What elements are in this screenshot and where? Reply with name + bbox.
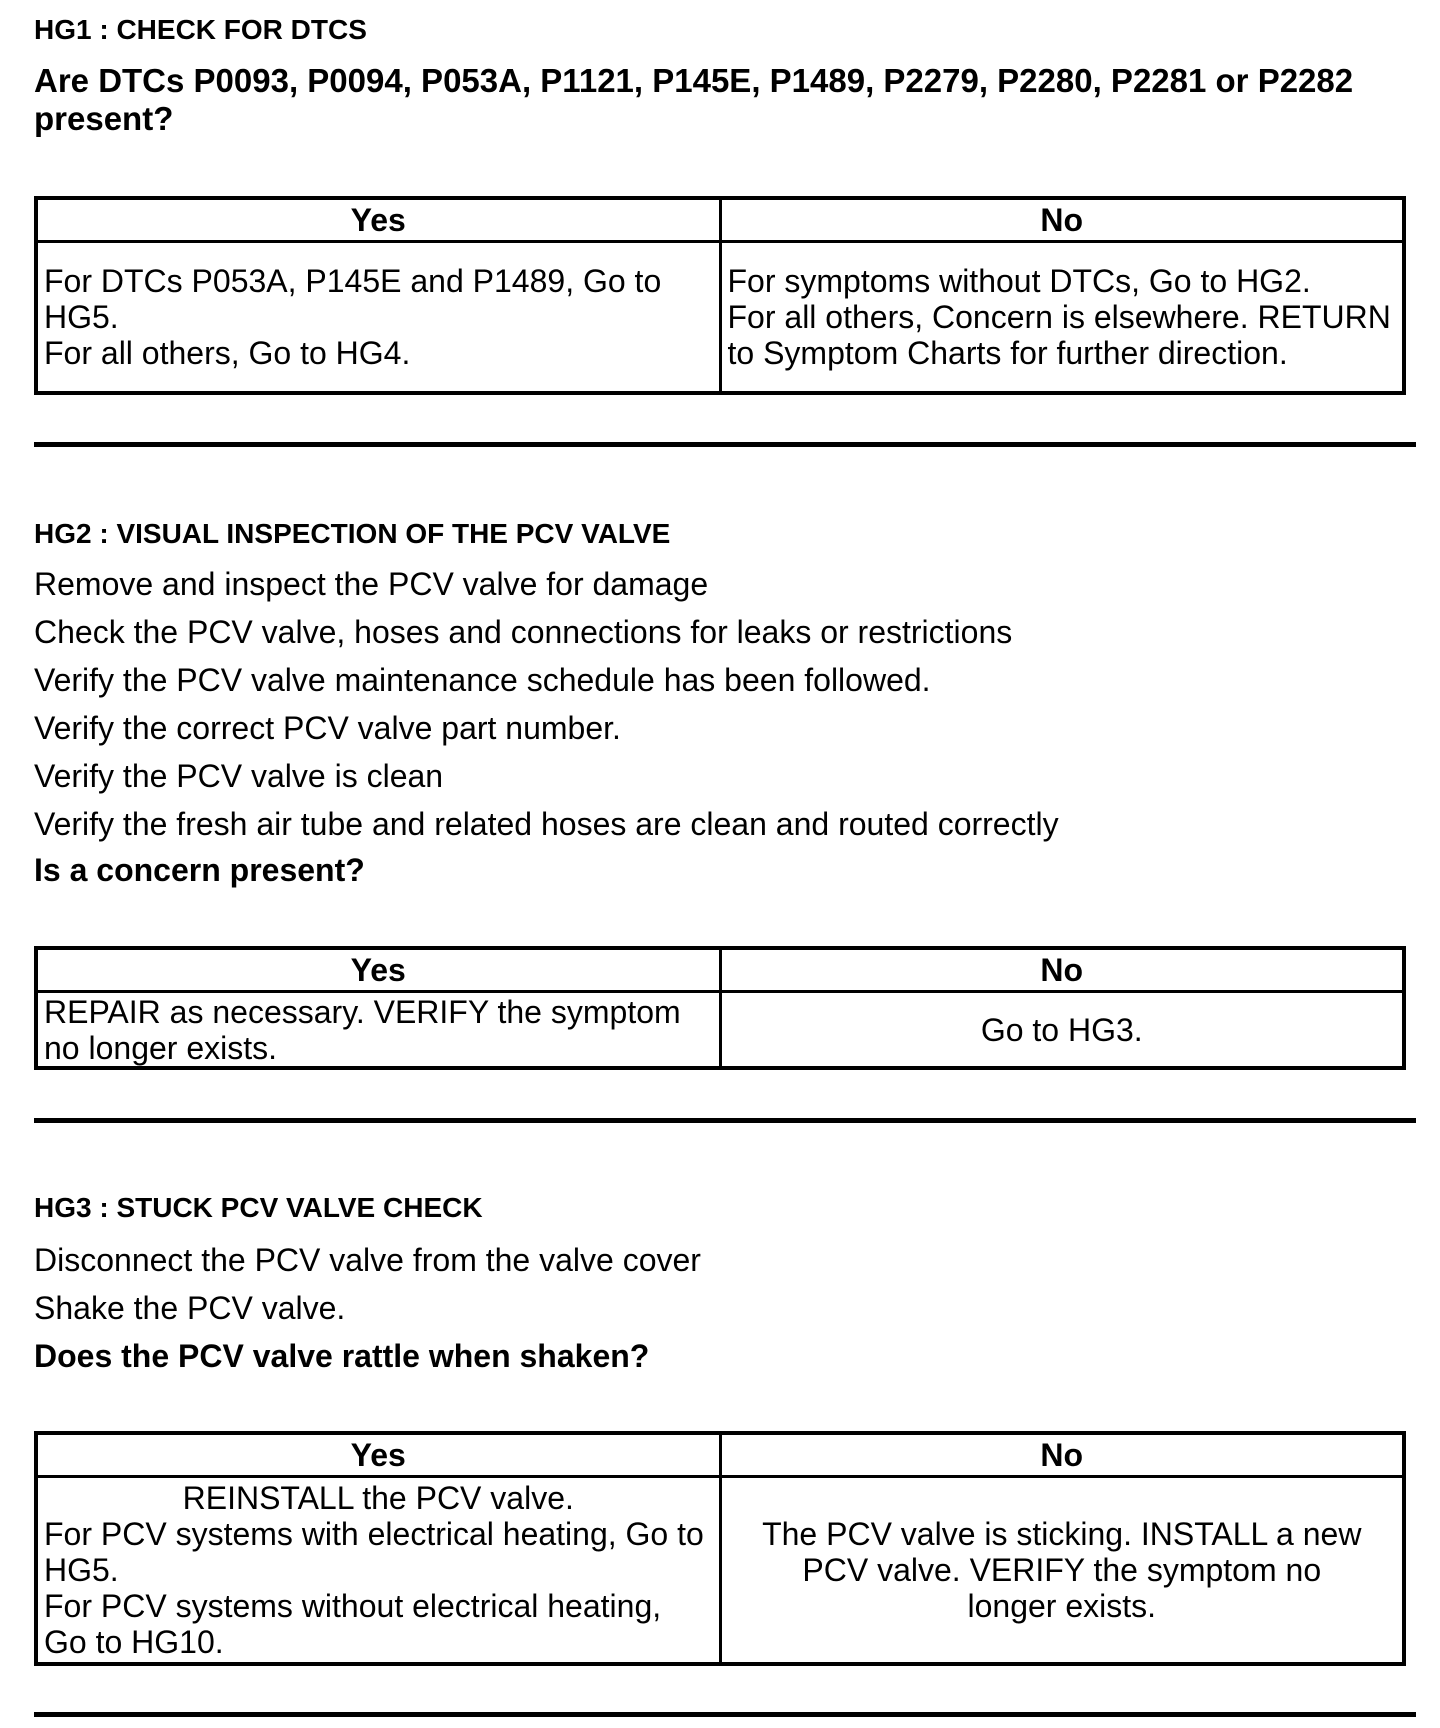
hg3-yes-line: For PCV systems without electrical heating, Go to HG10. (44, 1588, 662, 1660)
hg3-yes-cell (36, 1477, 720, 1665)
hg3-table-row (36, 1477, 1404, 1665)
hg2-table-header-row (36, 948, 1404, 992)
hg1-table (34, 196, 1406, 395)
hg2-step: Remove and inspect the PCV valve for damage (34, 566, 709, 602)
hg1-yes-header: Yes (36, 198, 720, 242)
hg3-yes-line: REINSTALL the PCV valve. (182, 1480, 574, 1516)
hg3-no-header: No (720, 1433, 1404, 1477)
hg2-no-cell: Go to HG3. (720, 992, 1404, 1069)
hg2-step: Verify the PCV valve is clean (34, 758, 444, 794)
hg1-no-cell (720, 242, 1404, 394)
hg1-question: Are DTCs P0093, P0094, P053A, P1121, P145E, P1489, P2279, P2280, P2281 or P2282 present? (34, 62, 1354, 137)
hg2-step: Check the PCV valve, hoses and connections for leaks or restrictions (34, 614, 1013, 650)
hg3-title: HG3 : STUCK PCV VALVE CHECK (34, 1192, 483, 1223)
section-divider (34, 1118, 1416, 1123)
hg1-no-line: For symptoms without DTCs, Go to HG2. (727, 263, 1311, 299)
hg3-table-header-row (36, 1433, 1404, 1477)
hg1-yes-line: For all others, Go to HG4. (44, 335, 411, 371)
hg1-title: HG1 : CHECK FOR DTCS (34, 14, 367, 45)
hg3-step: Shake the PCV valve. (34, 1290, 346, 1326)
hg2-title: HG2 : VISUAL INSPECTION OF THE PCV VALVE (34, 518, 671, 549)
hg2-yes-cell: REPAIR as necessary. VERIFY the symptom no longer exists. (36, 992, 720, 1069)
hg3-no-cell: The PCV valve is sticking. INSTALL a new PCV valve. VERIFY the symptom no longer exists. (720, 1477, 1404, 1665)
hg1-yes-line: For DTCs P053A, P145E and P1489, Go to HG5. (44, 263, 662, 335)
hg2-yes-header: Yes (36, 948, 720, 992)
hg2-step: Verify the correct PCV valve part number. (34, 710, 621, 746)
hg1-table-row (36, 242, 1404, 394)
hg1-yes-cell (36, 242, 720, 394)
hg2-table (34, 946, 1406, 1070)
hg3-step: Disconnect the PCV valve from the valve cover (34, 1242, 701, 1278)
hg2-step: Verify the PCV valve maintenance schedule has been followed. (34, 662, 931, 698)
hg1-no-line: For all others, Concern is elsewhere. RETURN to Symptom Charts for further direction. (727, 299, 1391, 371)
hg1-table-header-row (36, 198, 1404, 242)
section-divider (34, 442, 1416, 447)
hg3-table (34, 1431, 1406, 1666)
hg2-question: Is a concern present? (34, 852, 365, 888)
hg3-yes-header: Yes (36, 1433, 720, 1477)
section-divider (34, 1712, 1416, 1717)
hg1-no-header: No (720, 198, 1404, 242)
hg3-question: Does the PCV valve rattle when shaken? (34, 1338, 650, 1374)
hg3-yes-line: For PCV systems with electrical heating, Go to HG5. (44, 1516, 704, 1588)
hg2-no-header: No (720, 948, 1404, 992)
hg2-table-row (36, 992, 1404, 1069)
hg2-step: Verify the fresh air tube and related hoses are clean and routed correctly (34, 806, 1059, 842)
